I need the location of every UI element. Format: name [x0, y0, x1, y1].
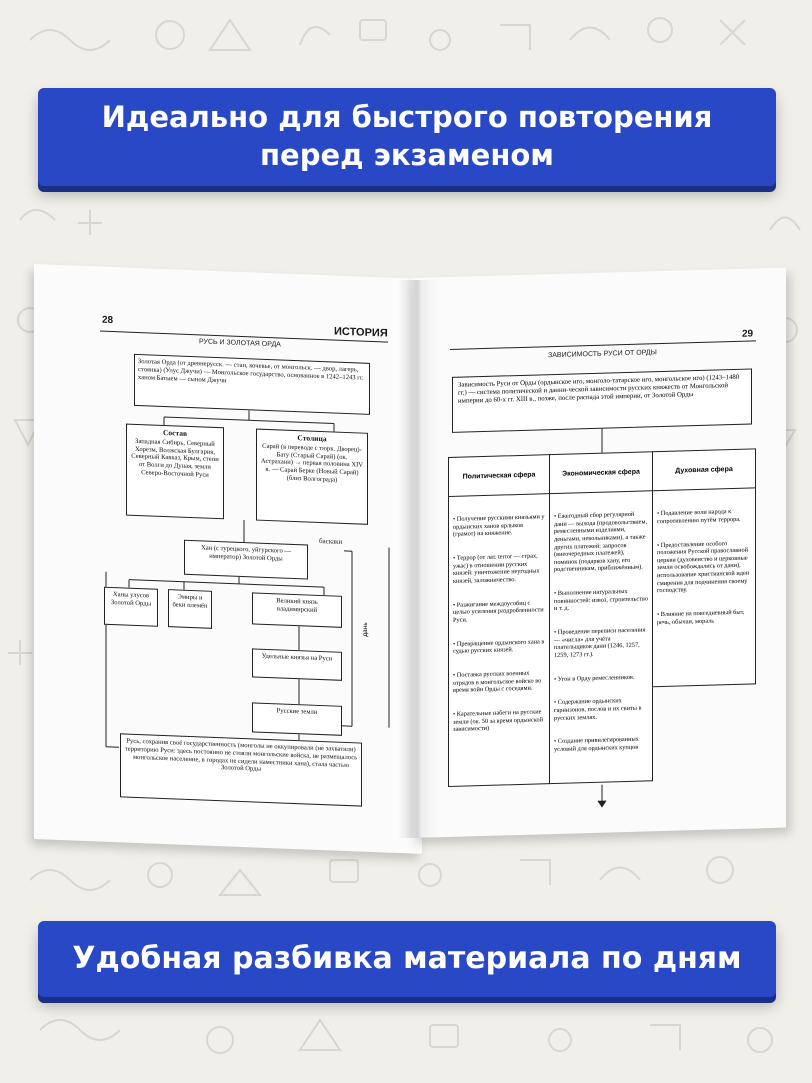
emirs-box: Эмиры и беки племён [168, 589, 212, 629]
list-item: • Содержание ордынских гарнизонов, послов и их свиты в русских землях. [554, 697, 644, 722]
book-gutter-shadow [398, 280, 438, 838]
right-page [412, 268, 786, 838]
spiritual-column-header: Духовная сфера [653, 449, 755, 491]
open-book-photo [28, 262, 788, 852]
appanage-princes-box: Удельные князья на Руси [252, 648, 342, 680]
table-column-political [448, 454, 550, 787]
list-item: • Получение русскими князьями у ордынских ханов ярлыков (грамот) на княжение. [453, 513, 547, 539]
list-item: • Предоставление особого положения Русской православной церкви (духовенство и церковные земли освобождались от дани), использование христианской идеи смирения для подчинения своему господству. [657, 539, 751, 595]
political-column-header: Политическая сфера [449, 455, 549, 497]
rus-autonomy-box: Русь, сохранив своё государственность (монголы не оккупировали (не захватили) территорию Руси: здесь постоянно не стояли монгольские войска, не размещалось монгольское население, в городах не сидели наместники хана), стала частью Золотой Орды [120, 733, 362, 806]
composition-box [126, 424, 224, 520]
political-column-body [449, 494, 549, 754]
list-item: • Подавление воли народа к сопротивлению путём террора. [657, 508, 741, 525]
list-item: • Разжигание междоусобиц с целью усиления раздробленности Руси. [453, 599, 546, 624]
golden-horde-definition-box: Золотая Орда (от древнерусск. — стан, кочевье, от монгольск. — двор, лагерь, стоянка) (Улус Джучи) — Монгольское государство, основанное в 1242–1243 гг. ханом Батыем — сыном Джучи [134, 354, 370, 415]
list-item: • Угон в Орду ремесленников. [554, 673, 635, 683]
list-item: • Ежегодный сбор регулярной дани — выхода (продовольствием, ремесленными изделиями, деньгами, невольниками), а также других платежей: запросов (внеочередных платежей), поминок (подарков хану, его родственникам, приближённым). [554, 510, 649, 574]
khan-box: Хан (с турецкого, уйгурского — император) Золотой Орды [184, 540, 308, 580]
list-item: • Влияние на повседневный быт, речь, обычаи, мораль [657, 608, 747, 626]
left-section-title: ИСТОРИЯ [334, 325, 388, 340]
list-item: • Поставка русских военных отрядов в монгольское войско во время войн Орды с соседями. [453, 669, 543, 695]
spiritual-column-body [653, 488, 755, 646]
left-running-title: РУСЬ И ЗОЛОТАЯ ОРДА [199, 338, 281, 349]
right-running-title: ЗАВИСИМОСТЬ РУСИ ОТ ОРДЫ [548, 349, 657, 360]
composition-title: Состав [162, 427, 188, 438]
headline-banner-top [38, 88, 776, 186]
capital-title: Столица [297, 433, 327, 444]
list-item: • Карательные набеги на русские земли (ок. 50 за время ордынской зависимости) [453, 708, 545, 734]
economic-column-body [550, 491, 652, 774]
grand-prince-box: Великий князь владимирский [252, 592, 342, 627]
dependency-definition-box: Зависимость Руси от Орды (ордынское иго, монголо-татарское иго, монгольское иго) (1243–1480 гг.) — система политической и данни-ческой зависимости русских княжеств от Монгольской империи до 60-х гг. XIII в., позже, после распада этой империи, от Золотой Орды [452, 369, 752, 433]
capital-text: Сарай (в переводе с тюрк. Дворец)-Бату (Старый Сарай) (ок. Астрахани) → первая половина XIV в. — Сарай Берке (Новый Сарай) (близ Волгограда) [260, 442, 364, 484]
composition-text: Западная Сибирь, Северный Хорезм, Волжская Булгария, Северный Кавказ, Крым, степи от Волги до Дуная, земли Северо-Восточной Руси [131, 437, 219, 479]
russian-lands-box: Русские земли [252, 702, 342, 735]
list-item: • Террор (от лат. terror — страх, ужас) в отношении русских князей: уничтожение неугодных князей, заложничество. [453, 552, 542, 585]
list-item: • Выполнение натуральных повинностей: извоз, строительство и т. д. [554, 588, 650, 613]
left-page [34, 264, 422, 854]
table-column-spiritual [652, 448, 756, 687]
baskaki-label: баскаки [319, 536, 343, 546]
list-item: • Создание привилегированных условий для ордынских купцов [554, 736, 641, 754]
right-page-number: 29 [742, 328, 754, 340]
left-page-number: 28 [102, 314, 114, 327]
ulus-khans-box: Ханы улусов Золотой Орды [104, 587, 158, 627]
headline-line-2: перед экзаменом [260, 138, 554, 172]
table-column-economic [549, 451, 653, 784]
tribute-label: дань [362, 622, 369, 637]
headline-banner-bottom: Удобная разбивка материала по дням [38, 921, 776, 997]
capital-box [256, 429, 368, 525]
list-item: • Превращение ордынского хана в судью русских князей. [453, 637, 546, 656]
economic-column-header: Экономическая сфера [550, 452, 652, 494]
list-item: • Проведение переписи населения — «числа» для учёта плательщиков дани (1246, 1257, 1259, 1273 гг.). [554, 626, 647, 659]
headline-line-1: Идеально для быстрого повторения [101, 100, 713, 134]
